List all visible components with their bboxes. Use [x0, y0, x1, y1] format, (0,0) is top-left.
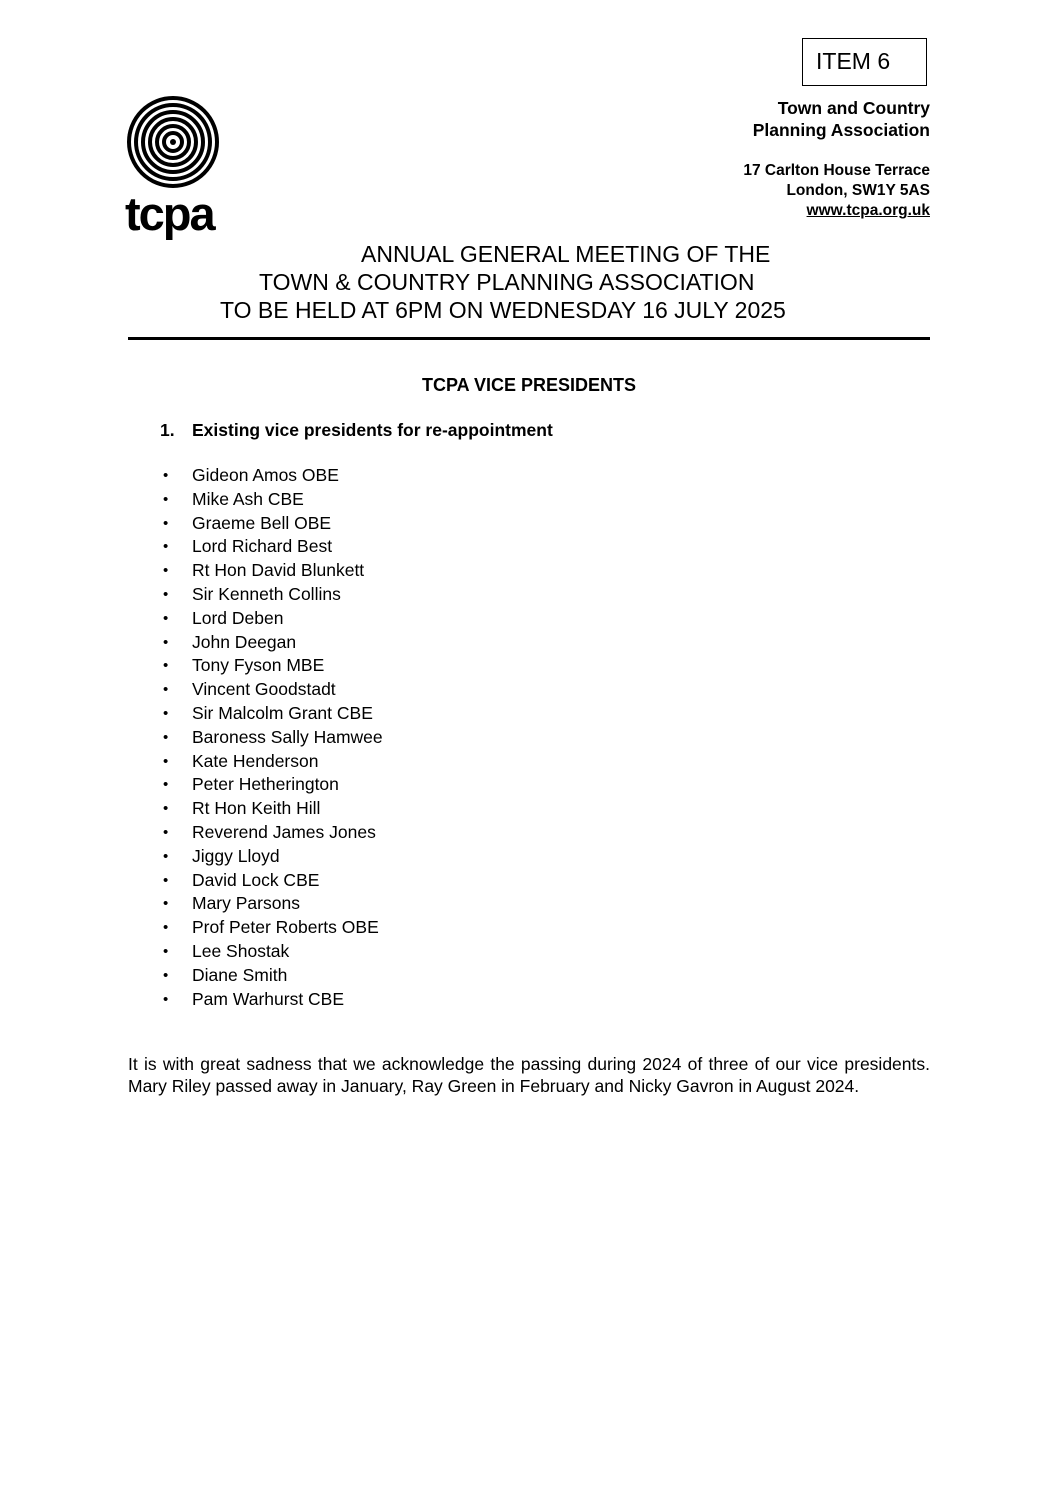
item-label: ITEM 6 — [816, 48, 891, 74]
meeting-heading-line3: TO BE HELD AT 6PM ON WEDNESDAY 16 JULY 2025 — [220, 297, 786, 323]
list-item — [160, 535, 383, 559]
bullet-icon: • — [163, 752, 169, 770]
organisation-block — [743, 97, 930, 221]
list-item — [160, 988, 383, 1012]
vice-president-name: Lee Shostak — [192, 940, 290, 961]
vice-president-name: Kate Henderson — [192, 750, 319, 771]
list-item — [160, 702, 383, 726]
list-item — [160, 750, 383, 774]
vice-president-name: Diane Smith — [192, 964, 288, 985]
list-item — [160, 678, 383, 702]
vice-president-name: Jiggy Lloyd — [192, 845, 280, 866]
closing-paragraph: It is with great sadness that we acknowledge the passing during 2024 of three of our vice presidents. Mary Riley passed away in January, Ray Green in February and Nicky Gavron in August 2024. — [128, 1054, 930, 1096]
list-item — [160, 512, 383, 536]
vice-president-name: Reverend James Jones — [192, 821, 376, 842]
address-line2: London, SW1Y 5AS — [786, 182, 930, 199]
logo-wordmark: tcpa — [125, 187, 214, 240]
list-item — [160, 488, 383, 512]
vice-president-name: Sir Kenneth Collins — [192, 583, 341, 604]
organisation-name — [743, 97, 930, 141]
bullet-icon: • — [163, 942, 169, 960]
list-item — [160, 845, 383, 869]
bullet-icon: • — [163, 990, 169, 1008]
list-item — [160, 726, 383, 750]
organisation-address — [743, 161, 930, 221]
bullet-icon: • — [163, 776, 169, 794]
bullet-icon: • — [163, 514, 169, 532]
list-item — [160, 916, 383, 940]
bullet-icon: • — [163, 633, 169, 651]
concentric-rings-icon — [125, 95, 221, 191]
list-item — [160, 892, 383, 916]
vice-president-name: Pam Warhurst CBE — [192, 988, 345, 1009]
section-title: TCPA VICE PRESIDENTS — [421, 375, 637, 395]
vice-president-name: Sir Malcolm Grant CBE — [192, 702, 373, 723]
vice-president-name: John Deegan — [192, 631, 297, 652]
bullet-icon: • — [163, 562, 169, 580]
list-item — [160, 869, 383, 893]
bullet-icon: • — [163, 847, 169, 865]
vice-president-name: Rt Hon Keith Hill — [192, 798, 321, 819]
vice-president-name: Lord Richard Best — [192, 536, 333, 557]
website-link[interactable]: www.tcpa.org.uk — [806, 202, 930, 219]
subsection-heading — [160, 418, 553, 442]
meeting-heading-line1: ANNUAL GENERAL MEETING OF THE — [361, 241, 771, 267]
list-item — [160, 821, 383, 845]
vice-president-name: Vincent Goodstadt — [192, 679, 336, 700]
vice-president-list — [160, 464, 383, 1011]
bullet-icon: • — [163, 704, 169, 722]
address-line1: 17 Carlton House Terrace — [743, 162, 930, 179]
meeting-heading — [128, 240, 930, 324]
vice-president-name: David Lock CBE — [192, 869, 320, 890]
bullet-icon: • — [163, 490, 169, 508]
organisation-name-line1: Town and Country — [777, 98, 930, 118]
list-item — [160, 559, 383, 583]
bullet-icon: • — [163, 609, 169, 627]
subsection-title: Existing vice presidents for re-appointment — [192, 420, 553, 440]
bullet-icon: • — [163, 538, 169, 556]
vice-president-name: Mary Parsons — [192, 893, 300, 914]
subsection-number: 1. — [160, 420, 175, 440]
vice-president-name: Gideon Amos OBE — [192, 465, 339, 485]
list-item — [160, 773, 383, 797]
list-item — [160, 940, 383, 964]
header-divider — [128, 337, 930, 340]
bullet-icon: • — [163, 919, 169, 937]
bullet-icon: • — [163, 871, 169, 889]
vice-president-name: Graeme Bell OBE — [192, 512, 332, 533]
bullet-icon: • — [163, 895, 169, 913]
organisation-name-line2: Planning Association — [752, 120, 930, 140]
vice-president-name: Baroness Sally Hamwee — [192, 726, 383, 747]
list-item — [160, 464, 383, 488]
item-number-box — [802, 38, 927, 86]
bullet-icon: • — [163, 585, 169, 603]
bullet-icon: • — [163, 657, 169, 675]
vice-president-name: Peter Hetherington — [192, 774, 339, 795]
bullet-icon: • — [163, 467, 169, 484]
bullet-icon: • — [163, 823, 169, 841]
list-item — [160, 631, 383, 655]
bullet-icon: • — [163, 966, 169, 984]
bullet-icon: • — [163, 800, 169, 818]
list-item — [160, 797, 383, 821]
vice-president-name: Rt Hon David Blunkett — [192, 560, 365, 581]
vice-president-name: Tony Fyson MBE — [192, 655, 325, 676]
list-item — [160, 607, 383, 631]
list-item — [160, 583, 383, 607]
vice-president-name: Mike Ash CBE — [192, 488, 304, 509]
list-item — [160, 964, 383, 988]
list-item — [160, 654, 383, 678]
tcpa-logo — [125, 95, 225, 245]
meeting-heading-line2: TOWN & COUNTRY PLANNING ASSOCIATION — [259, 269, 755, 295]
vice-president-name: Prof Peter Roberts OBE — [192, 917, 379, 938]
vice-president-name: Lord Deben — [192, 607, 284, 628]
bullet-icon: • — [163, 681, 169, 699]
bullet-icon: • — [163, 728, 169, 746]
